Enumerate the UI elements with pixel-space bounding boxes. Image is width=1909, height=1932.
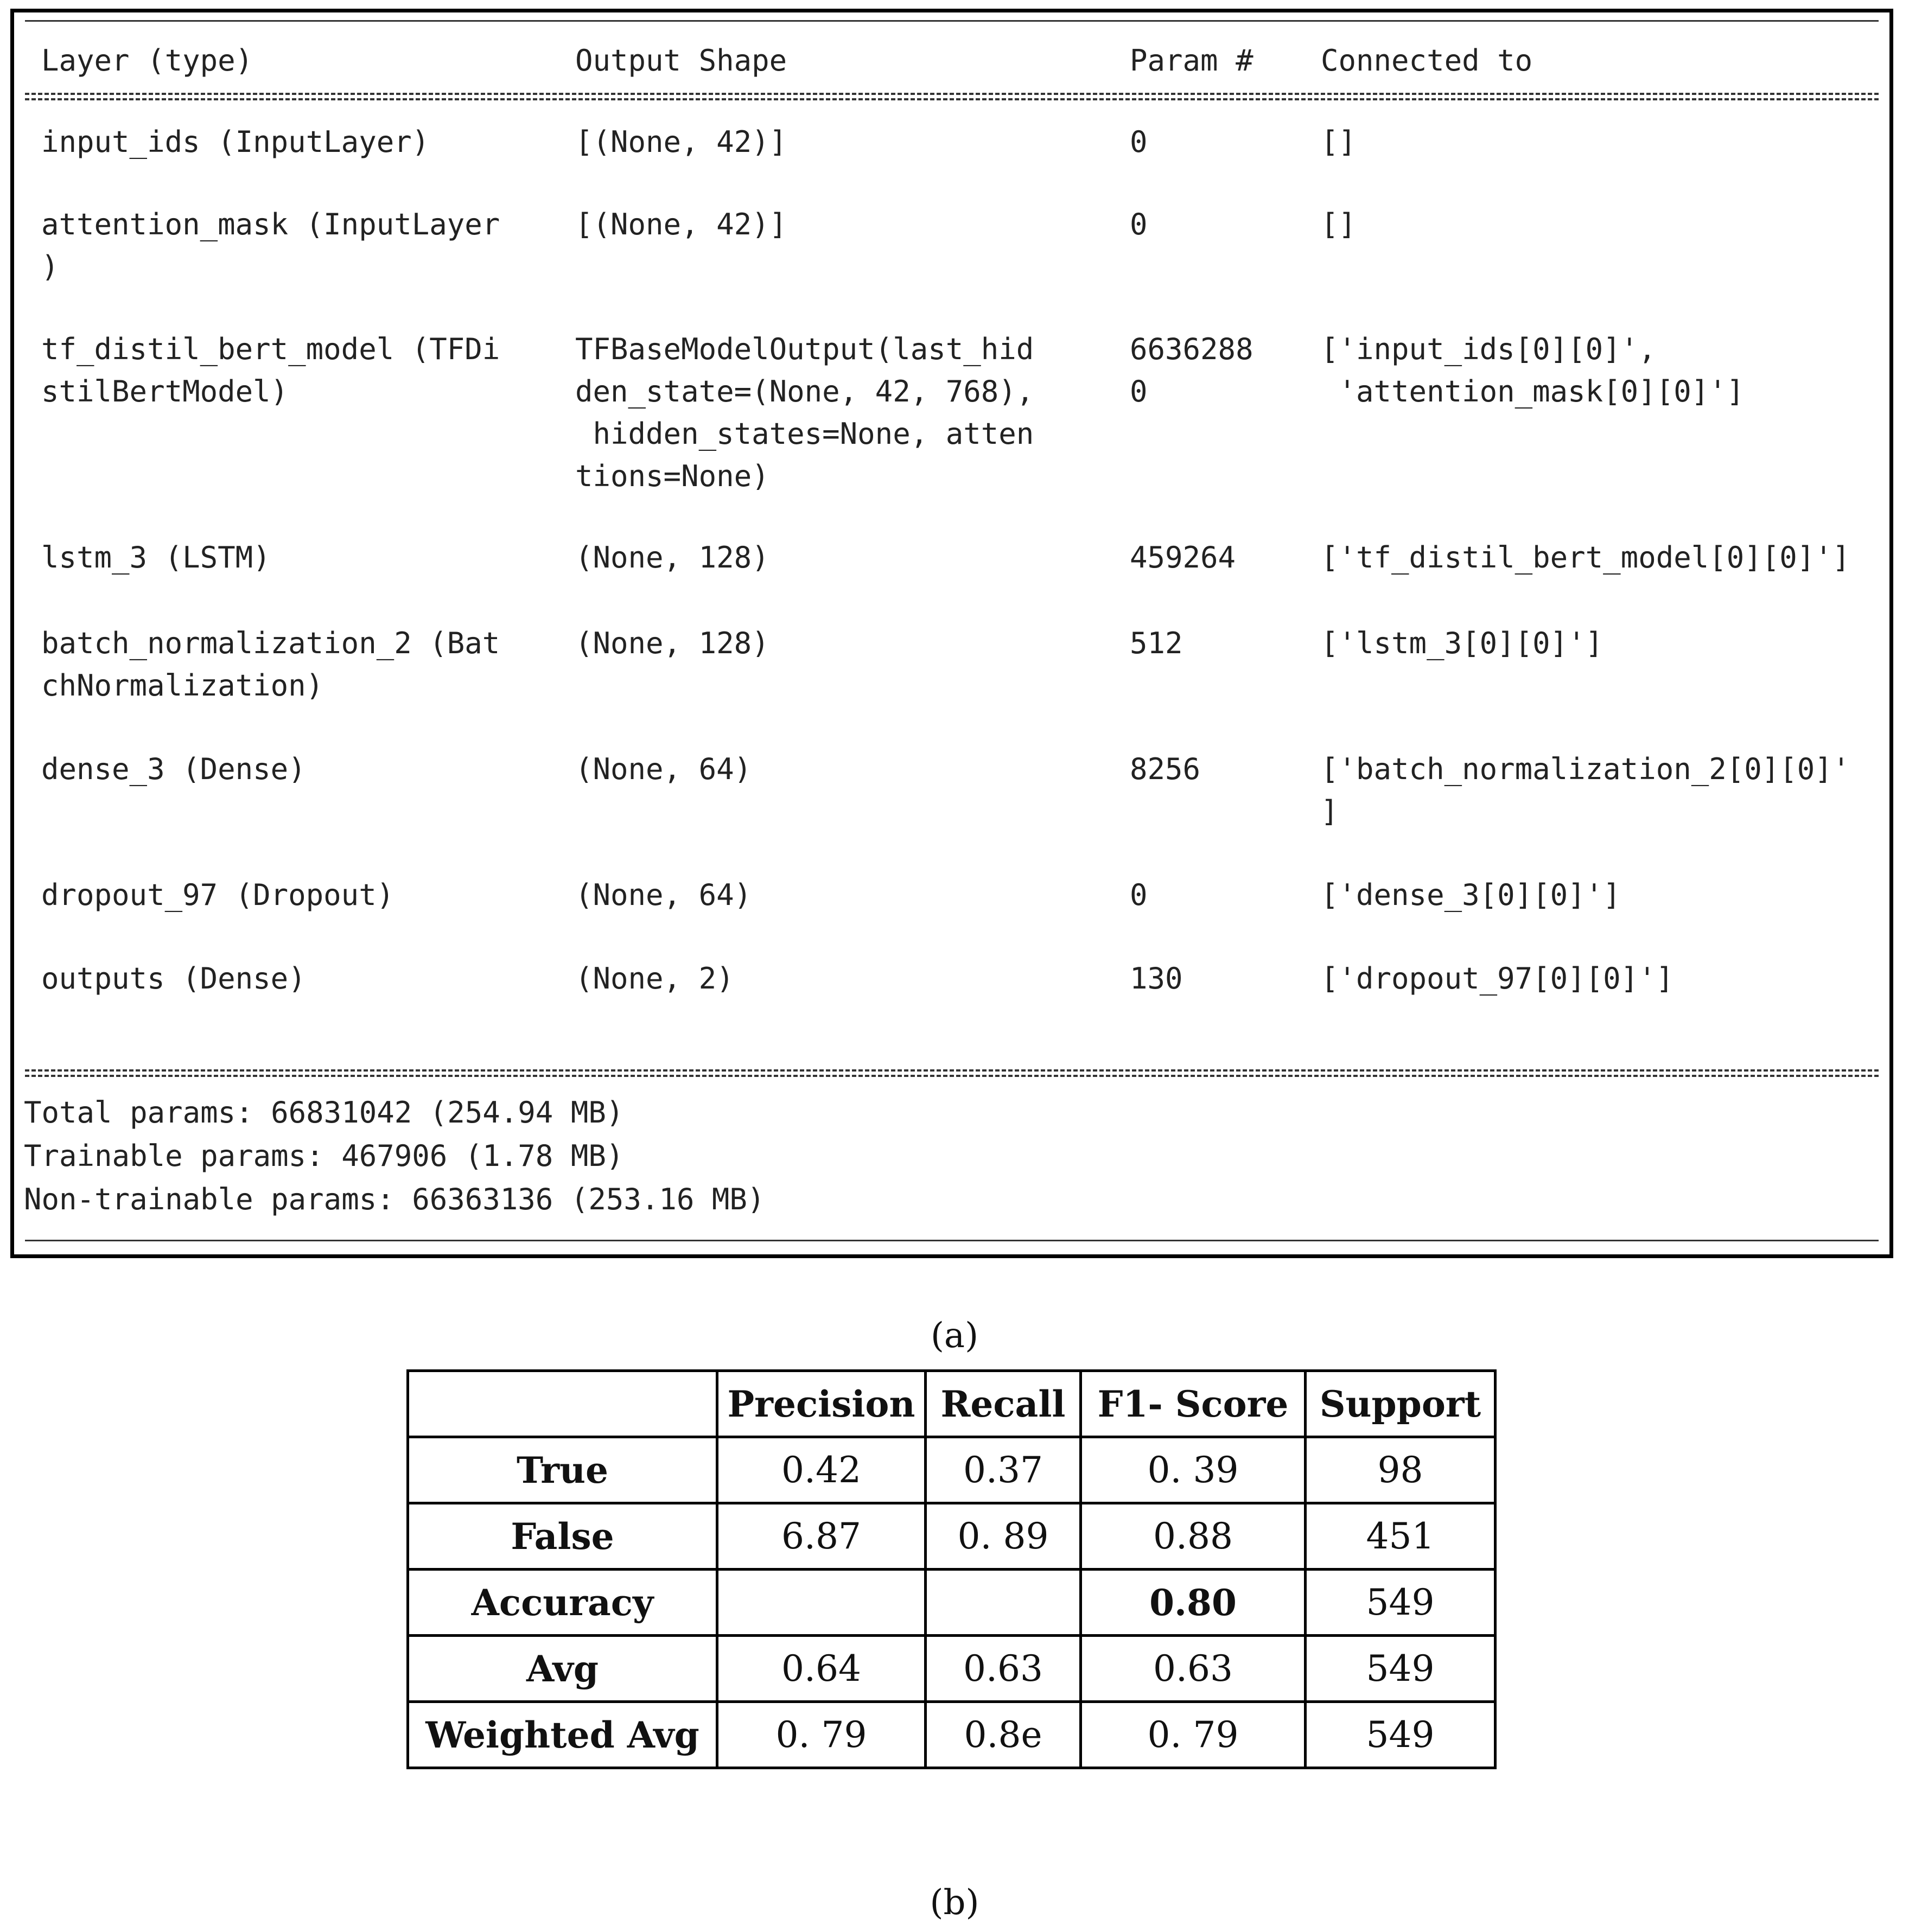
recall-cell <box>926 1570 1081 1636</box>
param-count: 512 <box>1130 626 1183 660</box>
total-params: Total params: 66831042 (254.94 MB) <box>24 1095 624 1130</box>
table-row-true <box>408 1437 1496 1503</box>
header-f1-score: F1- Score <box>1081 1371 1306 1437</box>
output-shape: (None, 128) <box>575 540 769 575</box>
precision-cell: 0. 79 <box>717 1702 926 1768</box>
precision-cell: 0.64 <box>717 1636 926 1702</box>
precision-cell: 0.42 <box>717 1437 926 1503</box>
f1-cell: 0.80 <box>1081 1570 1306 1636</box>
recall-cell: 0.63 <box>926 1636 1081 1702</box>
support-cell: 549 <box>1306 1702 1496 1768</box>
param-count: 130 <box>1130 961 1183 996</box>
header-recall: Recall <box>926 1371 1081 1437</box>
classification-report-table <box>406 1369 1497 1769</box>
connected-to: ['batch_normalization_2[0][0]' ] <box>1321 752 1850 828</box>
totals-divider <box>25 1069 1879 1077</box>
connected-to: ['dense_3[0][0]'] <box>1321 878 1621 912</box>
row-label: Accuracy <box>408 1570 717 1636</box>
connected-to: ['tf_distil_bert_model[0][0]'] <box>1321 540 1850 575</box>
param-count: 0 <box>1130 207 1148 241</box>
f1-cell: 0. 39 <box>1081 1437 1306 1503</box>
layer-name: outputs (Dense) <box>41 961 306 996</box>
output-shape: (None, 64) <box>575 878 752 912</box>
output-shape: (None, 2) <box>575 961 734 996</box>
header-support: Support <box>1306 1371 1496 1437</box>
connected-to: ['input_ids[0][0]', 'attention_mask[0][0]'] <box>1321 332 1745 409</box>
recall-cell: 0.8e <box>926 1702 1081 1768</box>
connected-to: ['lstm_3[0][0]'] <box>1321 626 1603 660</box>
caption-b: (b) <box>930 1883 979 1923</box>
output-shape: [(None, 42)] <box>575 207 787 241</box>
layer-name: lstm_3 (LSTM) <box>41 540 271 575</box>
header-divider <box>25 93 1879 100</box>
header-output-shape: Output Shape <box>575 43 787 78</box>
layer-name: tf_distil_bert_model (TFDi stilBertModel) <box>41 332 500 409</box>
f1-cell: 0.88 <box>1081 1503 1306 1570</box>
support-cell: 451 <box>1306 1503 1496 1570</box>
param-count: 459264 <box>1130 540 1236 575</box>
header-layer: Layer (type) <box>41 43 253 78</box>
precision-cell <box>717 1570 926 1636</box>
header-params: Param # <box>1130 43 1253 78</box>
row-label: True <box>408 1437 717 1503</box>
table-row-false <box>408 1503 1496 1570</box>
row-label: Weighted Avg <box>408 1702 717 1768</box>
header-empty <box>408 1371 717 1437</box>
header-precision: Precision <box>717 1371 926 1437</box>
layer-name: input_ids (InputLayer) <box>41 125 430 159</box>
bottom-rule <box>25 1240 1879 1244</box>
table-row-accuracy <box>408 1570 1496 1636</box>
layer-name: attention_mask (InputLayer ) <box>41 207 500 284</box>
output-shape: TFBaseModelOutput(last_hid den_state=(None, 42, 768), hidden_states=None, atten tions=None) <box>575 332 1034 493</box>
support-cell: 549 <box>1306 1570 1496 1636</box>
param-count: 0 <box>1130 878 1148 912</box>
row-label: Avg <box>408 1636 717 1702</box>
param-count: 0 <box>1130 125 1148 159</box>
output-shape: (None, 64) <box>575 752 752 786</box>
table-row-weighted-avg <box>408 1702 1496 1768</box>
f1-cell: 0.63 <box>1081 1636 1306 1702</box>
recall-cell: 0. 89 <box>926 1503 1081 1570</box>
table-header-row <box>408 1371 1496 1437</box>
output-shape: (None, 128) <box>575 626 769 660</box>
support-cell: 549 <box>1306 1636 1496 1702</box>
summary-header-row <box>14 40 1889 88</box>
table-row-avg <box>408 1636 1496 1702</box>
layer-name: dropout_97 (Dropout) <box>41 878 394 912</box>
model-summary-box <box>10 9 1893 1258</box>
recall-cell: 0.37 <box>926 1437 1081 1503</box>
f1-cell: 0. 79 <box>1081 1702 1306 1768</box>
non-trainable-params: Non-trainable params: 66363136 (253.16 MB) <box>24 1182 765 1216</box>
connected-to: [] <box>1321 207 1357 241</box>
layer-name: dense_3 (Dense) <box>41 752 306 786</box>
precision-cell: 6.87 <box>717 1503 926 1570</box>
output-shape: [(None, 42)] <box>575 125 787 159</box>
connected-to: [] <box>1321 125 1357 159</box>
layer-name: batch_normalization_2 (Bat chNormalization) <box>41 626 500 703</box>
support-cell: 98 <box>1306 1437 1496 1503</box>
trainable-params: Trainable params: 467906 (1.78 MB) <box>24 1139 624 1173</box>
param-count: 8256 <box>1130 752 1201 786</box>
top-rule <box>25 20 1879 24</box>
caption-a: (a) <box>930 1316 979 1356</box>
row-label: False <box>408 1503 717 1570</box>
connected-to: ['dropout_97[0][0]'] <box>1321 961 1674 996</box>
param-count: 6636288 0 <box>1130 332 1253 409</box>
header-connected: Connected to <box>1321 43 1533 78</box>
